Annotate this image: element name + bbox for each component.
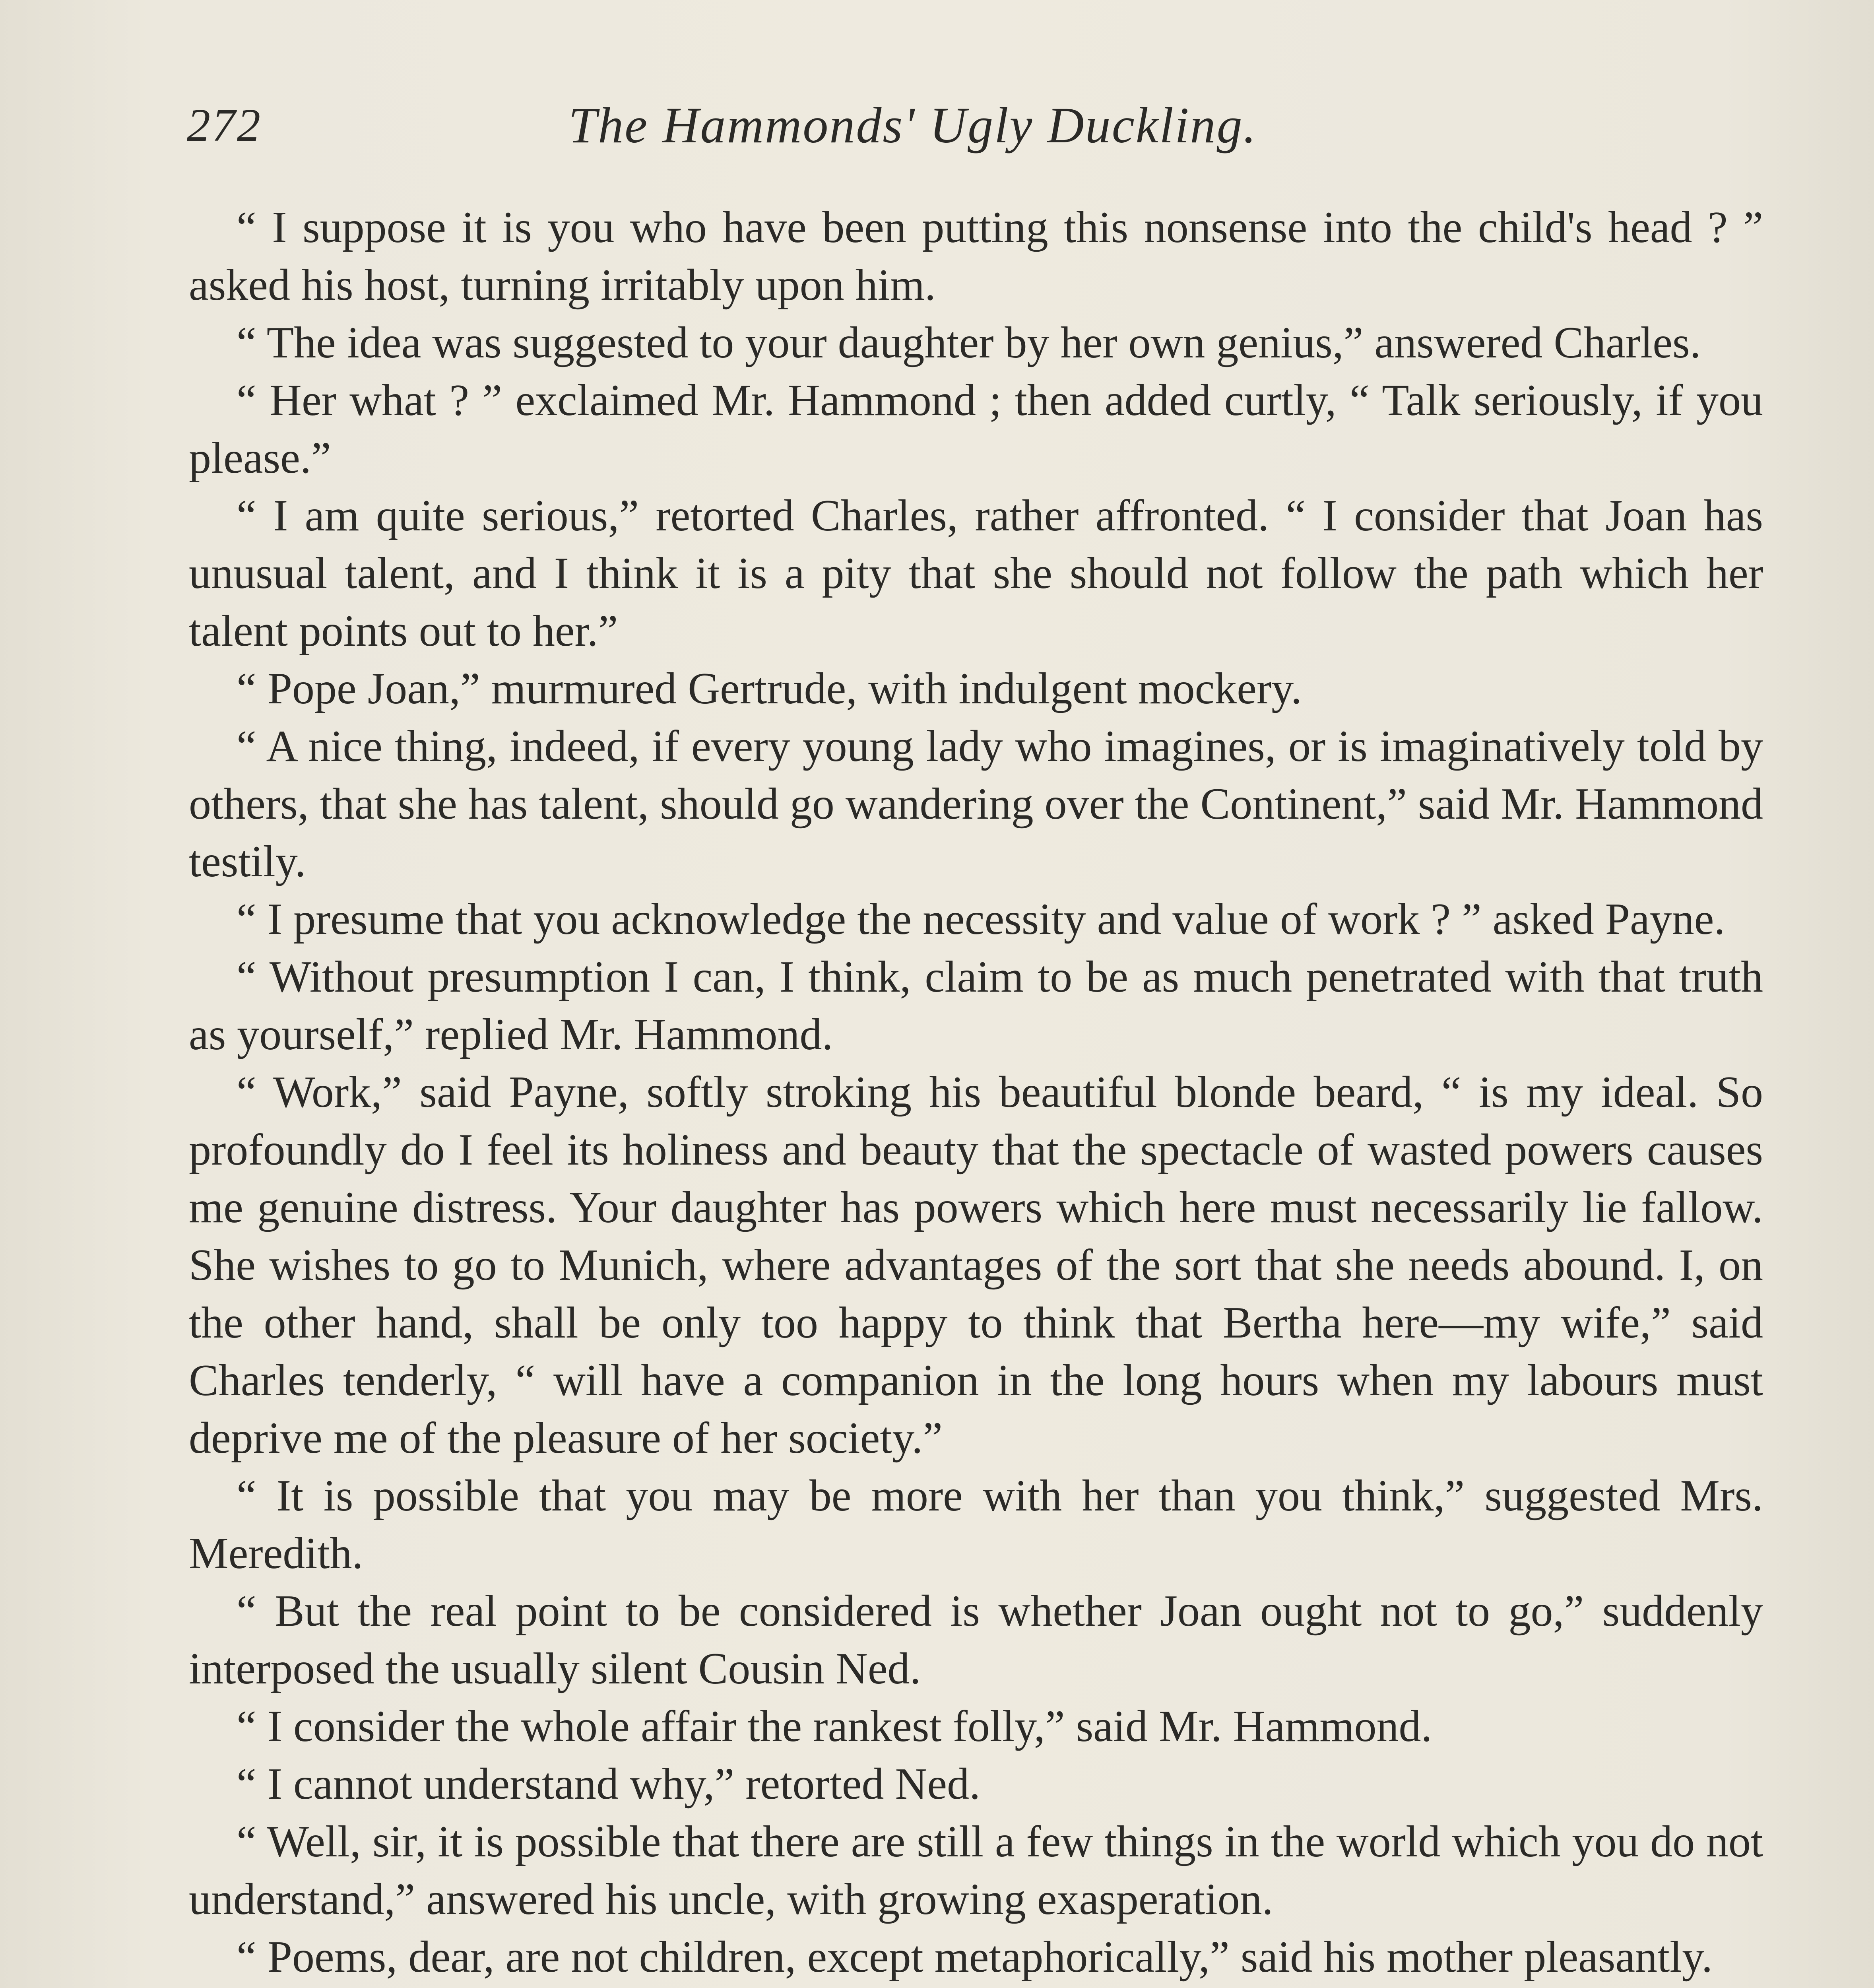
paragraph: “ I presume that you acknowledge the necessity and value of work ? ” asked Payne. — [237, 895, 1725, 944]
paragraph: “ I cannot understand why,” retorted Ned. — [237, 1759, 981, 1809]
running-title: The Hammonds' Ugly Duckling. — [568, 97, 1257, 153]
paragraph: “ But the real point to be considered is whether Joan ought not to go,” suddenly interposed the usually silent Cousin Ned. — [189, 1586, 1763, 1693]
paragraph: “ Without presumption I can, I think, claim to be as much penetrated with that truth as yourself,” replied Mr. Hammond. — [189, 952, 1763, 1059]
page-header — [187, 91, 1769, 159]
paragraph: “ Poems, dear, are not children, except metaphorically,” said his mother pleasantly. — [237, 1932, 1713, 1982]
paragraph: “ Pope Joan,” murmured Gertrude, with indulgent mockery. — [237, 664, 1302, 713]
paragraph — [189, 1986, 1763, 1988]
paragraph: “ I suppose it is you who have been putting this nonsense into the child's head ? ” asked his host, turning irritably upon him. — [189, 203, 1763, 310]
paragraph: “ Work,” said Payne, softly stroking his beautiful blonde beard, “ is my ideal. So profoundly do I feel its holiness and beauty that the spectacle of wasted powers causes me genuine distress. Your daughter has powers which here must necessarily lie fallow. She wishes to go to Munich, where advantages of the sort that she needs abound. I, on the other hand, shall be only too happy to think that Bertha here—my wife,” said Charles tenderly, “ will have a companion in the long hours when my labours must deprive me of the pleasure of her society.” — [189, 1068, 1763, 1463]
paragraph: “ I consider the whole affair the rankest folly,” said Mr. Hammond. — [237, 1702, 1432, 1751]
paragraph: “ It is possible that you may be more with her than you think,” suggested Mrs. Meredith. — [189, 1471, 1763, 1578]
paragraph: “ A nice thing, indeed, if every young lady who imagines, or is imaginatively told by others, that she has talent, should go wandering over the Continent,” said Mr. Hammond testily. — [189, 722, 1763, 886]
paragraph: “ I am quite serious,” retorted Charles, rather affronted. “ I consider that Joan has unusual talent, and I think it is a pity that she should not follow the path which her talent points out to her.” — [189, 491, 1763, 656]
paragraph: “ Her what ? ” exclaimed Mr. Hammond ; then added curtly, “ Talk seriously, if you please.” — [189, 376, 1763, 483]
paragraph: “ Well, sir, it is possible that there are still a few things in the world which you do not understand,” answered his uncle, with growing exasperation. — [189, 1817, 1763, 1924]
body-text — [189, 199, 1763, 1988]
page-number: 272 — [187, 99, 262, 151]
paragraph: “ The idea was suggested to your daughter by her own genius,” answered Charles. — [237, 318, 1701, 367]
